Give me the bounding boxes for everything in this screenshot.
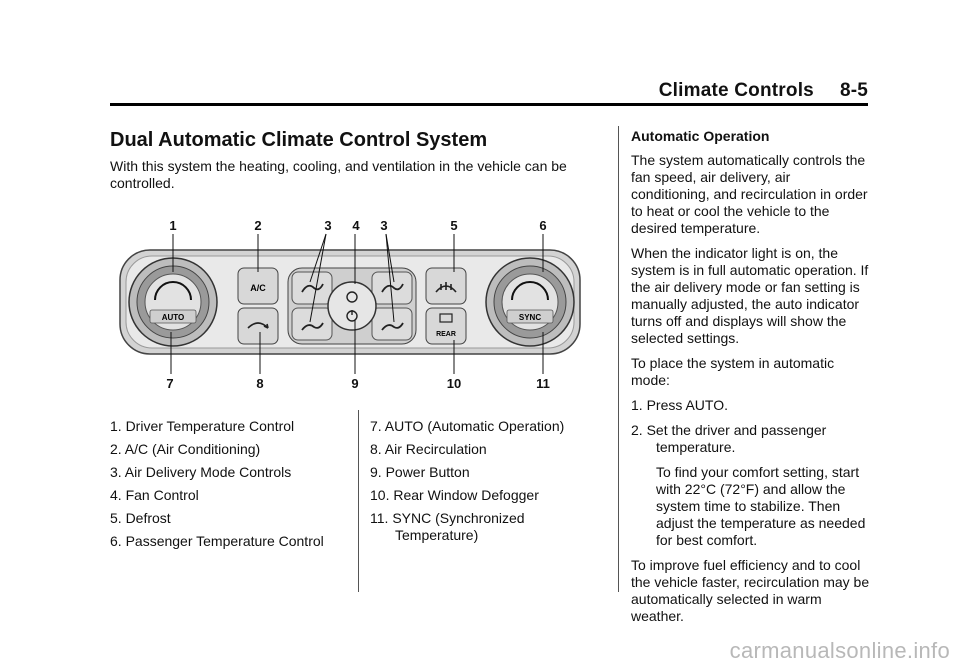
watermark: carmanualsonline.info bbox=[729, 638, 950, 663]
sync-button-label: SYNC bbox=[518, 313, 542, 322]
callout-1: 1 bbox=[169, 218, 177, 233]
section-title: Climate Controls bbox=[658, 80, 814, 101]
callout-11: 11 bbox=[536, 376, 550, 391]
section-heading: Automatic Operation bbox=[631, 128, 770, 144]
list-item: 11. SYNC (Synchronized Temperature) bbox=[370, 510, 525, 543]
legend-list-left bbox=[110, 418, 350, 556]
recirc-button bbox=[238, 308, 278, 344]
list-item: 9. Power Button bbox=[370, 464, 470, 480]
callout-5: 5 bbox=[450, 218, 458, 233]
rear-button-label: REAR bbox=[436, 331, 456, 338]
page-title: Dual Automatic Climate Control System bbox=[110, 129, 488, 151]
legend-list-middle bbox=[370, 418, 610, 550]
list-item: 3. Air Delivery Mode Controls bbox=[110, 464, 292, 480]
fan-control bbox=[328, 282, 376, 330]
paragraph: When the indicator light is on, the system is in full automatic operation. If the air delivery mode or fan setting is manually adjusted, the auto indicator turns off and displays will show the selected settings. bbox=[631, 245, 869, 346]
step-item: 1. Press AUTO. bbox=[631, 397, 728, 413]
intro-paragraph: With this system the heating, cooling, and ventilation in the vehicle can be controlled. bbox=[110, 158, 567, 191]
callout-10: 10 bbox=[446, 376, 462, 391]
list-item: 10. Rear Window Defogger bbox=[370, 487, 539, 503]
callout-3-right: 3 bbox=[380, 218, 388, 233]
ac-button-label: A/C bbox=[250, 283, 266, 293]
callout-4: 4 bbox=[352, 218, 360, 233]
paragraph: The system automatically controls the fan speed, air delivery, air conditioning, and recirculation in order to heat or cool the vehicle to the desired temperature. bbox=[631, 152, 868, 236]
list-item: 6. Passenger Temperature Control bbox=[110, 533, 324, 549]
list-item: 5. Defrost bbox=[110, 510, 171, 526]
list-item: 4. Fan Control bbox=[110, 487, 199, 503]
climate-control-figure bbox=[110, 212, 598, 398]
header-rule bbox=[110, 103, 868, 106]
page-header bbox=[659, 80, 868, 102]
paragraph: To improve fuel efficiency and to cool the vehicle faster, recirculation may be automatically selected in warm weather. bbox=[631, 557, 870, 624]
callout-7: 7 bbox=[166, 376, 174, 391]
list-item: 2. A/C (Air Conditioning) bbox=[110, 441, 261, 457]
list-item: 1. Driver Temperature Control bbox=[110, 418, 295, 434]
callout-3-left: 3 bbox=[324, 218, 332, 233]
auto-button-label: AUTO bbox=[161, 313, 185, 322]
list-item: 8. Air Recirculation bbox=[370, 441, 487, 457]
step-note: To find your comfort setting, start with 22°C (72°F) and allow the system time to stabilize. Then adjust the temperature as needed for best comfort. bbox=[656, 464, 866, 548]
callout-6: 6 bbox=[539, 218, 547, 233]
column-divider-right bbox=[618, 126, 619, 592]
page-number: 8-5 bbox=[839, 80, 868, 101]
paragraph: To place the system in automatic mode: bbox=[631, 355, 835, 388]
right-column bbox=[631, 128, 871, 633]
callout-9: 9 bbox=[351, 376, 359, 391]
column-divider bbox=[358, 410, 359, 592]
step-item: 2. Set the driver and passenger temperature. bbox=[631, 422, 827, 455]
callout-2: 2 bbox=[254, 218, 262, 233]
callout-8: 8 bbox=[256, 376, 264, 391]
rear-defog-button bbox=[426, 308, 466, 344]
climate-panel-illustration bbox=[110, 212, 598, 398]
list-item: 7. AUTO (Automatic Operation) bbox=[370, 418, 565, 434]
